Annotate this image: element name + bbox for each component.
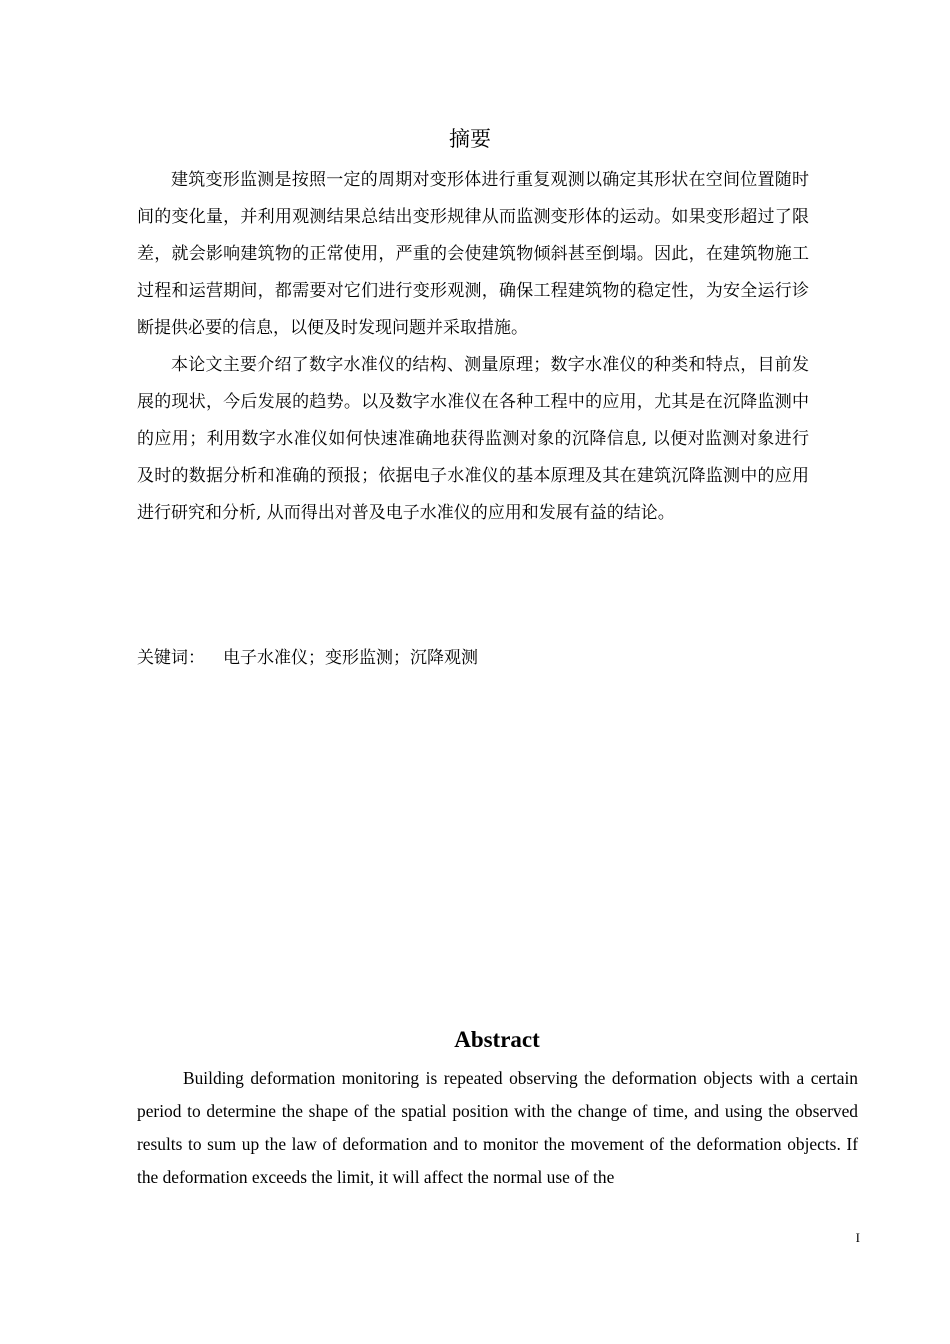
english-abstract-title: Abstract — [454, 1027, 540, 1052]
keywords-line — [137, 643, 817, 673]
english-abstract-body — [137, 1062, 858, 1194]
page-number: I — [855, 1230, 860, 1245]
keywords-value: 电子水准仪；变形监测；沉降观测 — [223, 648, 478, 668]
keywords-label: 关键词： — [137, 648, 205, 668]
chinese-abstract-body — [137, 162, 809, 532]
chinese-abstract-paragraph-2: 本论文主要介绍了数字水准仪的结构、测量原理；数字水准仪的种类和特点，目前发展的现状，今后发展的趋势。以及数字水准仪在各种工程中的应用，尤其是在沉降监测中的应用；利用数字水准仪如何快速准确地获得监测对象的沉降信息, 以便对监测对象进行及时的数据分析和准确的预报；依据电子水准仪的基本原理及其在建筑沉降监测中的应用进行研究和分析, 从而得出对普及电子水准仪的应用和发展有益的结论。 — [137, 355, 809, 523]
english-abstract-paragraph-1: Building deformation monitoring is repeated observing the deformation objects with a certain period to determine the shape of the spatial position with the change of time, and using the observed results to sum up the law of deformation and to monitor the movement of the deformation objects. If the deformation exceeds the limit, it will affect the normal use of the — [137, 1068, 858, 1187]
chinese-abstract-paragraph-1: 建筑变形监测是按照一定的周期对变形体进行重复观测以确定其形状在空间位置随时间的变化量，并利用观测结果总结出变形规律从而监测变形体的运动。如果变形超过了限差，就会影响建筑物的正常使用，严重的会使建筑物倾斜甚至倒塌。因此，在建筑物施工过程和运营期间，都需要对它们进行变形观测，确保工程建筑物的稳定性，为安全运行诊断提供必要的信息，以便及时发现问题并采取措施。 — [137, 170, 809, 338]
chinese-abstract-title: 摘要 — [449, 127, 491, 151]
